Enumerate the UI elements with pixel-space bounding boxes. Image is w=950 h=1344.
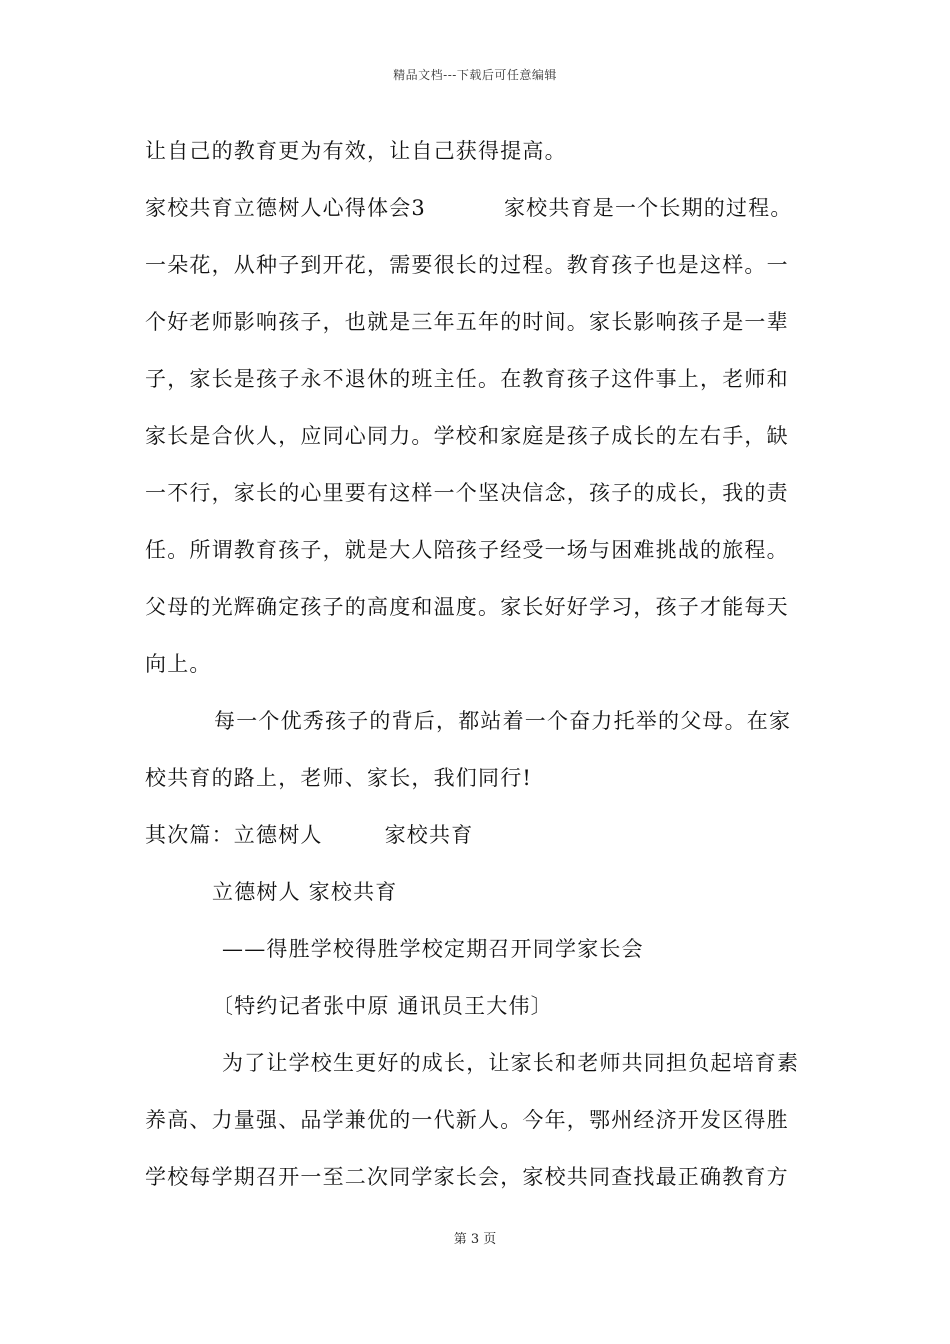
body-line-13: 养高、力量强、品学兼优的一代新人。今年，鄂州经济开发区得胜 — [145, 1108, 789, 1132]
section-3-title: 家校共育立德树人心得体会3 — [145, 196, 426, 220]
section-heading-line — [145, 194, 793, 222]
page-header: 精品文档---下载后可任意编辑 — [393, 68, 557, 82]
page-number: 第 3 页 — [453, 1232, 497, 1247]
body-line-2: 一朵花，从种子到开花，需要很长的过程。教育孩子也是这样。一 — [145, 253, 789, 277]
next-part-title-right: 家校共育 — [384, 823, 474, 847]
article-byline: 〔特约记者张中原 通讯员王大伟〕 — [212, 994, 553, 1018]
body-line-8: 父母的光辉确定孩子的高度和温度。家长好好学习，孩子才能每天 — [145, 595, 789, 619]
body-line-11: 校共育的路上，老师、家长，我们同行! — [145, 766, 533, 790]
body-line-12: 为了让学校生更好的成长，让家长和老师共同担负起培育素 — [222, 1051, 800, 1075]
body-line-5: 家长是合伙人，应同心同力。学校和家庭是孩子成长的左右手，缺 — [145, 424, 789, 448]
body-line-7: 任。所谓教育孩子，就是大人陪孩子经受一场与困难挑战的旅程。 — [145, 538, 789, 562]
body-line-3: 个好老师影响孩子，也就是三年五年的时间。家长影响孩子是一辈 — [145, 310, 789, 334]
body-line-1: 让自己的教育更为有效，让自己获得提高。 — [145, 139, 567, 163]
body-line-14: 学校每学期召开一至二次同学家长会，家校共同查找最正确教育方 — [145, 1165, 789, 1189]
section-3-intro: 家校共育是一个长期的过程。 — [503, 196, 793, 220]
next-part-title-line — [145, 821, 473, 849]
body-line-4: 子，家长是孩子永不退休的班主任。在教育孩子这件事上，老师和 — [145, 367, 789, 391]
body-line-10: 每一个优秀孩子的背后，都站着一个奋力托举的父母。在家 — [214, 709, 792, 733]
article-subtitle: ——得胜学校得胜学校定期召开同学家长会 — [222, 937, 644, 961]
article-title: 立德树人 家校共育 — [212, 880, 398, 904]
body-line-9: 向上。 — [145, 652, 212, 676]
body-line-6: 一不行，家长的心里要有这样一个坚决信念，孩子的成长，我的责 — [145, 481, 789, 505]
next-part-title-left: 其次篇：立德树人 — [145, 823, 323, 847]
